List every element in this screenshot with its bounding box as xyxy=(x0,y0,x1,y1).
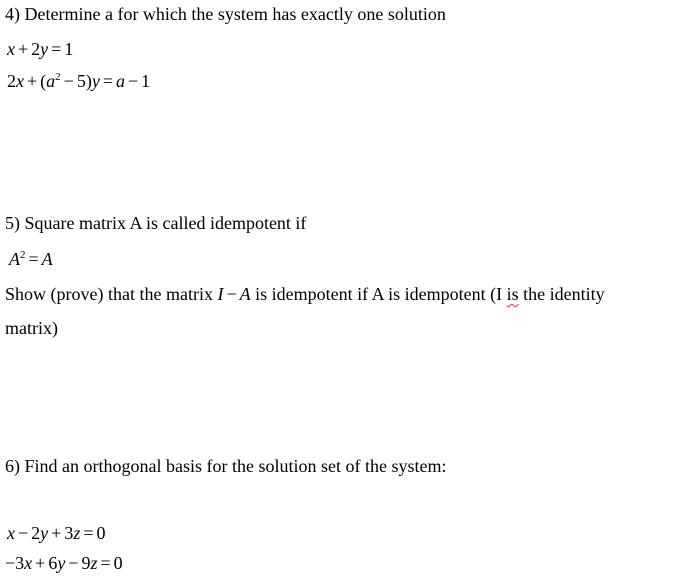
coef-2: 2 xyxy=(31,39,41,59)
coef-3: 3 xyxy=(64,523,74,543)
problem-4-equation-2 xyxy=(7,70,150,92)
var-x: x xyxy=(7,39,15,59)
minus-sign: − xyxy=(63,71,74,91)
minus-sign: − xyxy=(226,284,237,304)
exponent-2: 2 xyxy=(20,249,26,261)
coef-2: 2 xyxy=(7,71,16,91)
const-1: 1 xyxy=(141,71,151,91)
var-x: x xyxy=(16,71,24,91)
problem-6-title: 6) Find an orthogonal basis for the solution set of the system: xyxy=(5,456,447,476)
equals-sign: = xyxy=(51,39,62,59)
equals-sign: = xyxy=(83,523,94,543)
minus-sign: − xyxy=(127,71,139,91)
var-y: y xyxy=(91,71,100,91)
rhs-1: 1 xyxy=(64,39,74,59)
plus-sign: + xyxy=(27,71,38,91)
minus-sign: − xyxy=(18,523,29,543)
var-x: x xyxy=(24,553,33,573)
var-y: y xyxy=(40,39,49,59)
var-a: a xyxy=(115,71,125,91)
spellcheck-word: is xyxy=(506,284,519,304)
statement-text: Show (prove) that the matrix xyxy=(5,284,213,304)
var-z: z xyxy=(73,523,81,543)
statement-text: the identity xyxy=(523,284,605,304)
coef-2: 2 xyxy=(31,523,41,543)
problem-6-equation-1 xyxy=(7,522,105,544)
problem-5-statement-line-2: matrix) xyxy=(5,318,58,338)
problem-4-equation-1 xyxy=(7,38,73,60)
equals-sign: = xyxy=(28,249,39,269)
coef-6: 6 xyxy=(48,553,58,573)
expression-I-minus-A xyxy=(217,284,250,304)
plus-sign: + xyxy=(35,553,46,573)
problem-5-statement-line-1 xyxy=(5,283,605,305)
negative-sign: − xyxy=(5,553,16,573)
equals-sign: = xyxy=(102,71,113,91)
var-y: y xyxy=(57,553,66,573)
exponent-2: 2 xyxy=(55,71,61,83)
minus-sign: − xyxy=(68,553,79,573)
var-x: x xyxy=(7,523,15,543)
problem-5-title: 5) Square matrix A is called idempotent if xyxy=(5,213,307,233)
matrix-A: A xyxy=(41,249,53,269)
equals-sign: = xyxy=(100,553,111,573)
coef-3: 3 xyxy=(15,553,25,573)
plus-sign: + xyxy=(51,523,62,543)
rhs-0: 0 xyxy=(113,553,123,573)
open-paren: ( xyxy=(40,71,47,91)
close-paren: ) xyxy=(85,71,92,91)
var-a: a xyxy=(46,71,56,91)
plus-sign: + xyxy=(18,39,29,59)
idempotent-condition xyxy=(9,248,53,270)
problem-4-title: 4) Determine a for which the system has exactly one solution xyxy=(5,4,446,24)
const-5: 5 xyxy=(76,71,86,91)
statement-text: is idempotent if A is idempotent (I xyxy=(255,284,503,304)
matrix-A: A xyxy=(239,284,251,304)
matrix-A: A xyxy=(9,249,20,269)
problem-6-equation-2 xyxy=(5,552,123,574)
var-y: y xyxy=(40,523,49,543)
var-z: z xyxy=(90,553,98,573)
rhs-0: 0 xyxy=(96,523,106,543)
identity-I: I xyxy=(217,284,224,304)
coef-9: 9 xyxy=(81,553,91,573)
